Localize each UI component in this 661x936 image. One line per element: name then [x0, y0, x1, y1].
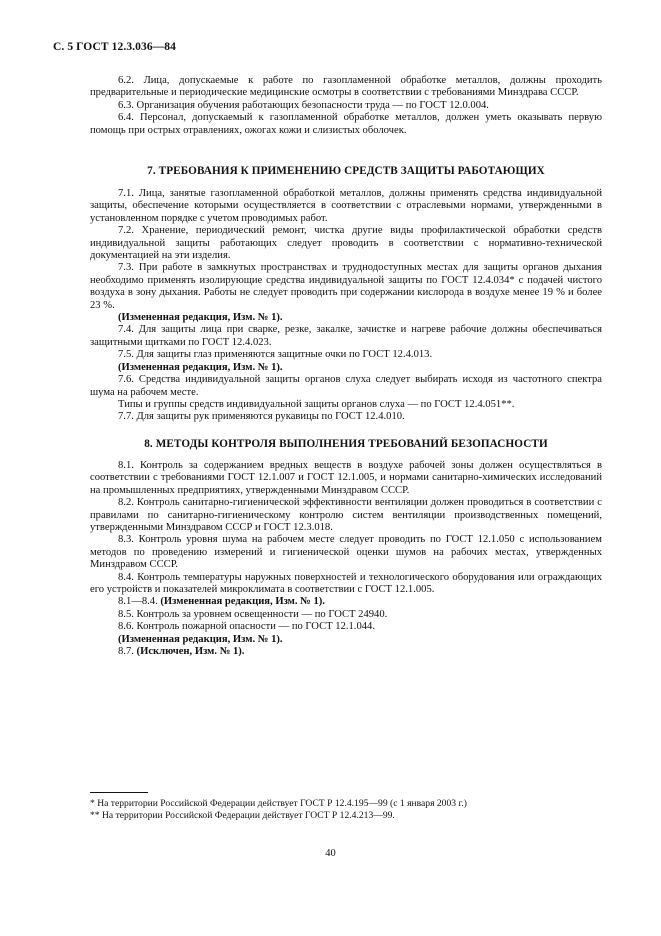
footnote-1: * На территории Российской Федерации действует ГОСТ Р 12.4.195—99 (с 1 января 2003 г.) [90, 798, 467, 809]
amendment-note: (Измененная редакция, Изм. № 1). [118, 361, 283, 373]
paragraph-8-3: 8.3. Контроль уровня шума на рабочем месте следует проводить по ГОСТ 12.1.050 с использованием методов по проведению измерений и гигиенической оценки шумов на рабочих местах, утвержденных Минздравом СССР. [90, 534, 602, 571]
paragraph-8-7 [90, 646, 602, 658]
paragraph-8-6: 8.6. Контроль пожарной опасности — по ГОСТ 12.1.044. [118, 621, 375, 633]
paragraph-7-4: 7.4. Для защиты лица при сварке, резке, закалке, зачистке и нагреве рабочие должны обеспечиваться защитными щитками по ГОСТ 12.4.023. [90, 324, 602, 348]
paragraph-7-7: 7.7. Для защиты рук применяются рукавицы по ГОСТ 12.4.010. [118, 411, 405, 423]
page-number: 40 [325, 848, 336, 859]
paragraph-7-6-types: Типы и группы средств индивидуальной защиты органов слуха — по ГОСТ 12.4.051**. [118, 398, 515, 410]
paragraph-7-1: 7.1. Лица, занятые газопламенной обработкой металлов, должны применять средства индивидуальной защиты, обеспечение которыми осуществляется в соответствии с отраслевыми нормами, утвержденными в установленном порядке с учетом проводимых работ. [90, 188, 602, 224]
running-header: С. 5 ГОСТ 12.3.036—84 [53, 41, 176, 53]
paragraph-6-3: 6.3. Организация обучения работающих безопасности труда — по ГОСТ 12.0.004. [118, 99, 489, 111]
paragraph-8-1-8-4-amendment [90, 596, 602, 608]
paragraph-8-1: 8.1. Контроль за содержанием вредных веществ в воздухе рабочей зоны должен осуществляться в соответствии с требованиями ГОСТ 12.1.007 и ГОСТ 12.1.005, и нормами санитарно-химических исследований на промышленных предприятиях, утвержденными Минздравом СССР. [90, 460, 602, 496]
footnote-2: ** На территории Российской Федерации действует ГОСТ Р 12.4.213—99. [90, 810, 395, 821]
footnote-divider [90, 792, 148, 793]
paragraph-7-2: 7.2. Хранение, периодический ремонт, чистка другие виды профилактической обработки средств индивидуальной защиты работающих следует проводить в соответствии с нормативно-технической документацией на эти изделия. [90, 225, 602, 262]
paragraph-8-5: 8.5. Контроль за уровнем освещенности — по ГОСТ 24940. [118, 608, 388, 620]
section-8-heading: 8. МЕТОДЫ КОНТРОЛЯ ВЫПОЛНЕНИЯ ТРЕБОВАНИЙ БЕЗОПАСНОСТИ [144, 438, 548, 450]
paragraph-6-4: 6.4. Персонал, допускаемый к газопламенной обработке металлов, должен уметь оказывать первую помощь при острых отравлениях, ожогах кожи и слизистых оболочек. [90, 112, 602, 136]
section-8 [90, 438, 602, 659]
amendment-note: (Измененная редакция, Изм. № 1). [118, 633, 283, 645]
paragraph-7-6: 7.6. Средства индивидуальной защиты органов слуха следует выбирать исходя из частотного спектра шума на рабочем месте. [90, 374, 602, 398]
amendment-prefix: 8.1—8.4. [118, 596, 158, 608]
paragraph-6-2: 6.2. Лица, допускаемые к работе по газопламенной обработке металлов, должны проходить предварительные и периодические медицинские осмотры в соответствии с требованиями Минздрава СССР. [90, 75, 602, 99]
paragraph-8-4: 8.4. Контроль температуры наружных поверхностей и технологического оборудования или ограждающих его устройств и показателей микроклимата в соответствии с ГОСТ 12.1.005. [90, 571, 602, 596]
section-7 [90, 165, 602, 424]
paragraph-8-2: 8.2. Контроль санитарно-гигиенической эффективности вентиляции должен проводиться в соответствии с правилами по санитарно-гигиеническому контролю систем вентиляции производственных помещений, утвержденными Минздравом СССР и ГОСТ 12.3.018. [90, 497, 602, 534]
section-6-block [90, 75, 602, 137]
section-7-heading: 7. ТРЕБОВАНИЯ К ПРИМЕНЕНИЮ СРЕДСТВ ЗАЩИТЫ РАБОТАЮЩИХ [147, 165, 545, 177]
excluded-note: (Исключен, Изм. № 1). [136, 646, 245, 658]
paragraph-7-3: 7.3. При работе в замкнутых пространствах и труднодоступных местах для защиты органов дыхания необходимо применять изолирующие средства индивидуальной защиты по ГОСТ 12.4.034* с подачей чистого воздуха в зону дыхания. Работы не следует проводить при содержании кислорода в воздухе менее 19 % и более 23 %. [90, 262, 602, 311]
paragraph-7-5: 7.5. Для защиты глаз применяются защитные очки по ГОСТ 12.4.013. [118, 349, 433, 361]
amendment-note: (Измененная редакция, Изм. № 1). [118, 312, 283, 324]
amendment-note: (Измененная редакция, Изм. № 1). [160, 596, 325, 608]
paragraph-8-7-prefix: 8.7. [118, 646, 134, 658]
